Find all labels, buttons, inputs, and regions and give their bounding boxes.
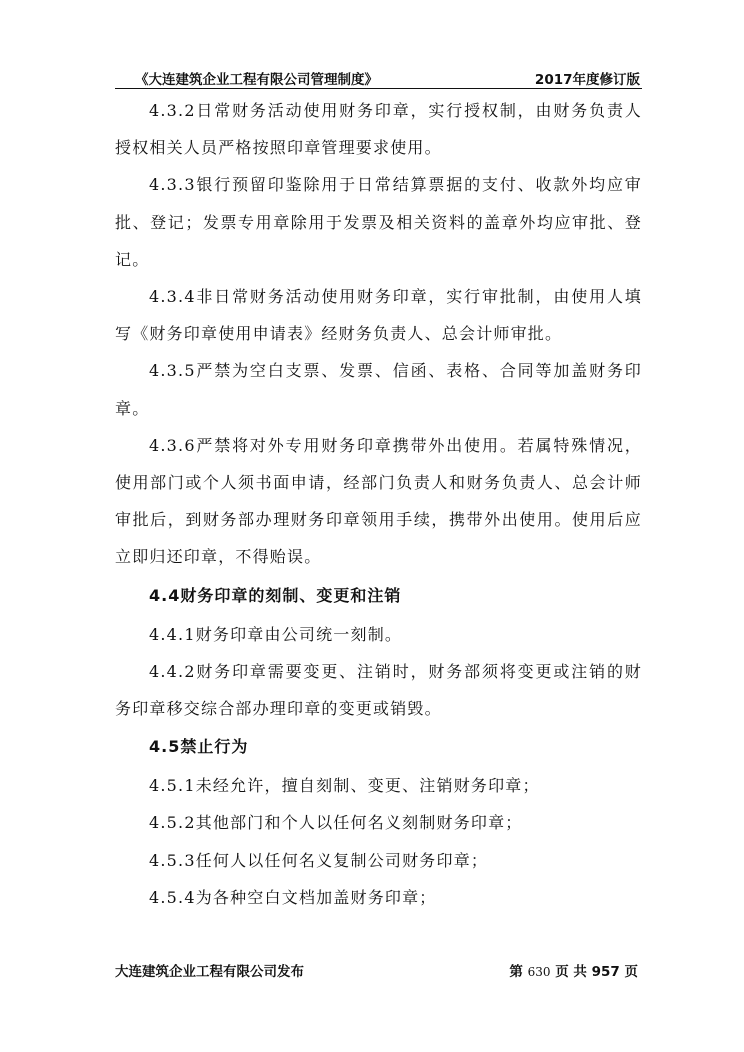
total-pages: 957 bbox=[591, 964, 620, 980]
document-body bbox=[115, 92, 642, 916]
paragraph-4-5-1: 4.5.1未经允许，擅自刻制、变更、注销财务印章； bbox=[149, 776, 540, 796]
page-middle: 页 共 bbox=[555, 964, 587, 980]
page-header bbox=[115, 66, 642, 89]
page-counter bbox=[509, 960, 638, 980]
paragraph-4-3-3: 4.3.3银行预留印鉴除用于日常结算票据的支付、收款外均应审批、登记；发票专用章除用于发票及相关资料的盖章外均应审批、登记。 bbox=[115, 175, 642, 269]
page-footer bbox=[115, 960, 642, 980]
edition-label: 2017年度修订版 bbox=[534, 72, 640, 88]
page-suffix: 页 bbox=[624, 964, 638, 980]
paragraph-4-5-4: 4.5.4为各种空白文档加盖财务印章； bbox=[149, 887, 437, 907]
paragraph-4-5-2: 4.5.2其他部门和个人以任何名义刻制财务印章； bbox=[149, 813, 523, 833]
section-heading-4-4: 4.4财务印章的刻制、变更和注销 bbox=[149, 585, 402, 605]
paragraph-4-3-2: 4.3.2日常财务活动使用财务印章，实行授权制，由财务负责人授权相关人员严格按照印章管理要求使用。 bbox=[115, 101, 642, 158]
paragraph-4-3-5: 4.3.5严禁为空白支票、发票、信函、表格、合同等加盖财务印章。 bbox=[115, 361, 642, 418]
paragraph-4-3-4: 4.3.4非日常财务活动使用财务印章，实行审批制，由使用人填写《财务印章使用申请表》经财务负责人、总会计师审批。 bbox=[115, 287, 642, 344]
paragraph-4-3-6: 4.3.6严禁将对外专用财务印章携带外出使用。若属特殊情况，使用部门或个人须书面申请，经部门负责人和财务负责人、总会计师审批后，到财务部办理财务印章领用手续，携带外出使用。使用后应立即归还印章，不得贻误。 bbox=[115, 435, 642, 567]
publisher-label: 大连建筑企业工程有限公司发布 bbox=[115, 964, 304, 980]
section-heading-4-5: 4.5禁止行为 bbox=[149, 737, 249, 757]
paragraph-4-5-3: 4.5.3任何人以任何名义复制公司财务印章； bbox=[149, 850, 489, 870]
paragraph-4-4-2: 4.4.2财务印章需要变更、注销时，财务部须将变更或注销的财务印章移交综合部办理印章的变更或销毁。 bbox=[115, 661, 642, 719]
page-number: 630 bbox=[527, 965, 551, 979]
page-prefix: 第 bbox=[509, 964, 523, 980]
document-title: 《大连建筑企业工程有限公司管理制度》 bbox=[135, 72, 378, 88]
paragraph-4-4-1: 4.4.1财务印章由公司统一刻制。 bbox=[149, 624, 403, 644]
